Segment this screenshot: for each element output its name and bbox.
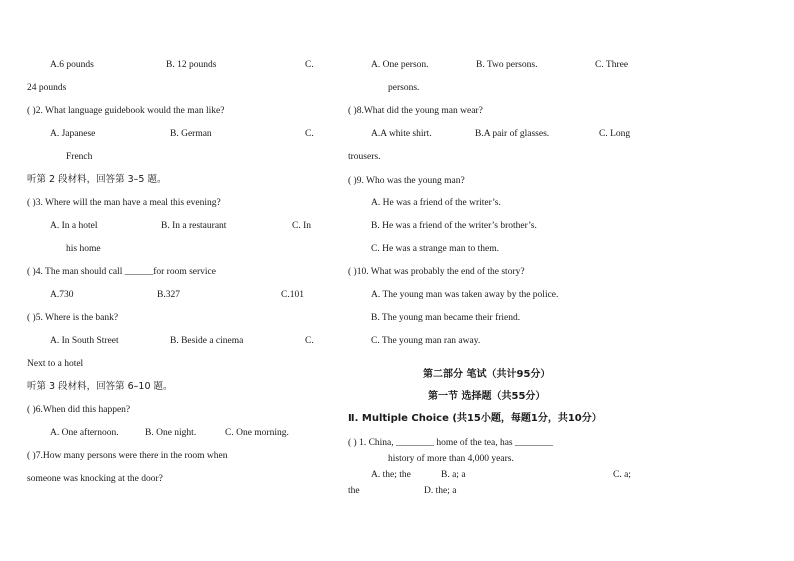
q7-option-c: C. Three <box>595 60 629 70</box>
q4-option-c: C.101 <box>281 290 304 300</box>
q8-option-c-text: trousers. <box>348 152 381 162</box>
q7-option-b: B. Two persons. <box>476 60 538 70</box>
q7-option-c-text: persons. <box>388 83 420 93</box>
q3-option-b: B. In a restaurant <box>161 221 227 231</box>
q5-option-a: A. In South Street <box>50 336 119 346</box>
q9-option-a: A. He was a friend of the writer’s. <box>371 198 501 208</box>
section-3-heading: 听第 3 段材料，回答第 6–10 题。 <box>27 381 173 392</box>
question-7-line-2: someone was knocking at the door? <box>27 474 163 484</box>
q8-option-c: C. Long <box>599 129 631 139</box>
mc1-option-c: C. a; <box>613 470 631 480</box>
q8-option-b: B.A pair of glasses. <box>475 129 550 139</box>
q8-option-a: A.A white shirt. <box>371 129 432 139</box>
q7-option-a: A. One person. <box>371 60 429 70</box>
q3-option-c-text: his home <box>66 244 101 254</box>
q2-option-c-text: French <box>66 152 93 162</box>
question-8: ( )8.What did the young man wear? <box>348 106 483 116</box>
q4-option-b: B.327 <box>157 290 180 300</box>
section-2-heading: 听第 2 段材料，回答第 3–5 题。 <box>27 174 167 185</box>
q10-option-a: A. The young man was taken away by the police. <box>371 290 559 300</box>
q1-option-a: A.6 pounds <box>50 60 94 70</box>
q10-option-c: C. The young man ran away. <box>371 336 481 346</box>
q2-option-a: A. Japanese <box>50 129 96 139</box>
mc1-option-c-text: the <box>348 486 360 496</box>
question-2: ( )2. What language guidebook would the man like? <box>27 106 225 116</box>
question-9: ( )9. Who was the young man? <box>348 176 465 186</box>
part-2-title: 第二部分 笔试（共计95分） <box>423 369 551 380</box>
question-3: ( )3. Where will the man have a meal this evening? <box>27 198 221 208</box>
question-4: ( )4. The man should call ______for room service <box>27 267 216 277</box>
mc-question-1-line-2: history of more than 4,000 years. <box>388 454 514 464</box>
q5-option-c-text: Next to a hotel <box>27 359 84 369</box>
section-1-title: 第一节 选择题（共55分） <box>428 391 546 402</box>
q4-option-a: A.730 <box>50 290 74 300</box>
q9-option-c: C. He was a strange man to them. <box>371 244 499 254</box>
q6-option-a: A. One afternoon. <box>50 428 119 438</box>
q1-option-c-text: 24 pounds <box>27 83 67 93</box>
q6-option-c: C. One morning. <box>225 428 289 438</box>
question-5: ( )5. Where is the bank? <box>27 313 119 323</box>
question-10: ( )10. What was probably the end of the story? <box>348 267 525 277</box>
q3-option-c: C. In <box>292 221 311 231</box>
q3-option-a: A. In a hotel <box>50 221 98 231</box>
q2-option-b: B. German <box>170 129 212 139</box>
q2-option-c: C. <box>305 129 314 139</box>
question-7-line-1: ( )7.How many persons were there in the room when <box>27 451 228 461</box>
q6-option-b: B. One night. <box>145 428 197 438</box>
q5-option-b: B. Beside a cinema <box>170 336 244 346</box>
mc1-option-d: D. the; a <box>424 486 457 496</box>
q5-option-c: C. <box>305 336 314 346</box>
q1-option-c: C. <box>305 60 314 70</box>
q1-option-b: B. 12 pounds <box>166 60 217 70</box>
question-6: ( )6.When did this happen? <box>27 405 131 415</box>
q9-option-b: B. He was a friend of the writer’s brother’s. <box>371 221 537 231</box>
multiple-choice-heading: Ⅱ. Multiple Choice (共15小题，每题1分，共10分） <box>348 413 602 424</box>
mc1-option-a: A. the; the <box>371 470 411 480</box>
mc-question-1-line-1: ( ) 1. China, ________ home of the tea, has ________ <box>348 438 554 448</box>
mc1-option-b: B. a; a <box>441 470 466 480</box>
q10-option-b: B. The young man became their friend. <box>371 313 521 323</box>
